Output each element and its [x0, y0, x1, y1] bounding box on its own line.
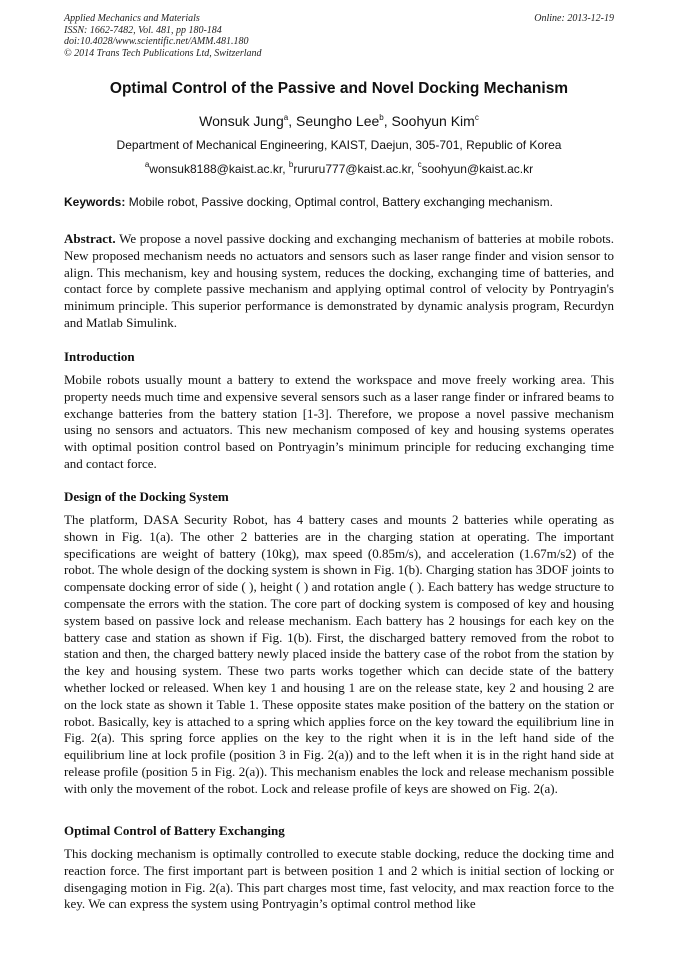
- section-heading-design: Design of the Docking System: [64, 489, 229, 504]
- author-sup: b: [379, 113, 384, 122]
- issn-line: ISSN: 1662-7482, Vol. 481, pp 180-184: [64, 24, 222, 36]
- design-paragraph: The platform, DASA Security Robot, has 4 battery cases and mounts 2 batteries while operating as shown in Fig. 1(a). The other 2 batteries are in the charging station at operating. The important specifications are weight of battery (10kg), max speed (0.85m/s), and acceleration (1.67m/s2) of the robot. The whole design of the docking system is shown in Fig. 1(b). Charging station has 3DOF joints to compensate docking error of side ( ), height ( ) and rotation angle ( ). Each battery has wedge structure to compensate the errors with the station. The core part of docking system is composed of key and housing system based on passive lock and release mechanism. Each battery has 2 housings for each key on the battery case and station as shown if Fig. 1(b). First, the discharged battery removed from the robot to station and then, the charged battery newly placed inside the battery case of the robot from the station by the key and housing system. These two parts works together which can decide state of the battery whether locked or released. When key 1 and housing 1 are on the release state, key 2 and housing 2 are on the lock state as shown it Table 1. These opposite states make position of the battery on the station or robot. Basically, key is attached to a spring which applies force on the key toward the equilibrium line in Fig. 2(a). This spring force applies on the key to the right when it is in the left hand side of the equilibrium line at lock profile (position 3 in Fig. 2(a)) and to the left when it is in the right hand side at release profile (position 5 in Fig. 2(a)). This mechanism enables the lock and release mechanism possible with only the movement of the robot. Lock and release profile of keys are showed on Fig. 2(a).: [64, 512, 614, 796]
- journal-name: Applied Mechanics and Materials: [64, 13, 200, 24]
- abstract-label: Abstract.: [64, 231, 116, 246]
- section-heading-introduction: Introduction: [64, 349, 135, 364]
- email-address[interactable]: soohyun@kaist.ac.kr: [421, 162, 534, 176]
- journal-header: [64, 13, 614, 59]
- section-heading-optimal-control: Optimal Control of Battery Exchanging: [64, 823, 285, 838]
- abstract-text: We propose a novel passive docking and exchanging mechanism of batteries at mobile robots. New proposed mechanism needs no actuators and sensors such as laser range finder and vision sensor to align. This mechanism, key and housing system, reduces the docking, exchanging time of batteries, and contact force by complete passive mechanism and applying optimal control of velocity by Pontryagin's minimum principle. This superior performance is demonstrated by dynamic analysis program, Recurdyn and Matlab Simulink.: [64, 231, 614, 330]
- keywords: [64, 195, 614, 209]
- email-sup: a: [144, 160, 150, 169]
- author-sup: a: [283, 113, 289, 122]
- doi-line: doi:10.4028/www.scientific.net/AMM.481.180: [64, 36, 249, 47]
- author-name: Seungho Lee: [295, 113, 380, 129]
- email-address[interactable]: wonsuk8188@kaist.ac.kr: [149, 162, 283, 176]
- online-date: Online: 2013-12-19: [534, 13, 614, 24]
- copyright-line: © 2014 Trans Tech Publications Ltd, Switzerland: [64, 47, 262, 59]
- author-name: Soohyun Kim: [391, 113, 475, 129]
- abstract-paragraph: [64, 231, 614, 332]
- email-list: $^a$wonsuk8188@kaist.ac.kr, $^b$rururu777@kaist.ac.kr, $^c$soohyun@kaist.ac.kr: [144, 160, 534, 176]
- keywords-text: Mobile robot, Passive docking, Optimal control, Battery exchanging mechanism.: [128, 195, 553, 209]
- introduction-paragraph: Mobile robots usually mount a battery to extend the workspace and move freely working area. This property needs much time and expensive several sensors such as a laser range finder or infrared beams to exchange batteries from the battery station [1-3]. Therefore, we propose a novel passive mechanism using no sensors and actuators. This new mechanism composed of key and housing systems operates with optimal position control based on Pontryagin’s minimum principle for reducing exchanging time and contact force.: [64, 372, 614, 471]
- email-sup: c: [417, 160, 422, 169]
- author-name: Wonsuk Jung: [199, 113, 284, 129]
- optimal-control-paragraph: This docking mechanism is optimally controlled to execute stable docking, reduce the docking time and reaction force. The first important part is between position 1 and 2 which is initial section of locking or disengaging motion in Fig. 2(a). This part charges most time, fast velocity, and max reaction force to the key. We can express the system using Pontryagin’s optimal control method like: [64, 846, 614, 912]
- email-address[interactable]: rururu777@kaist.ac.kr: [293, 162, 411, 176]
- keywords-label: Keywords:: [64, 195, 126, 209]
- author-sup: c: [474, 113, 479, 122]
- paper-title: Optimal Control of the Passive and Novel Docking Mechanism: [109, 80, 569, 97]
- author-list: Wonsuk Jung$^a$, Seungho Lee$^b$, Soohyun Kim$^c$: [199, 113, 479, 129]
- affiliation: Department of Mechanical Engineering, KAIST, Daejun, 305-701, Republic of Korea: [116, 138, 562, 152]
- email-sup: b: [288, 160, 294, 169]
